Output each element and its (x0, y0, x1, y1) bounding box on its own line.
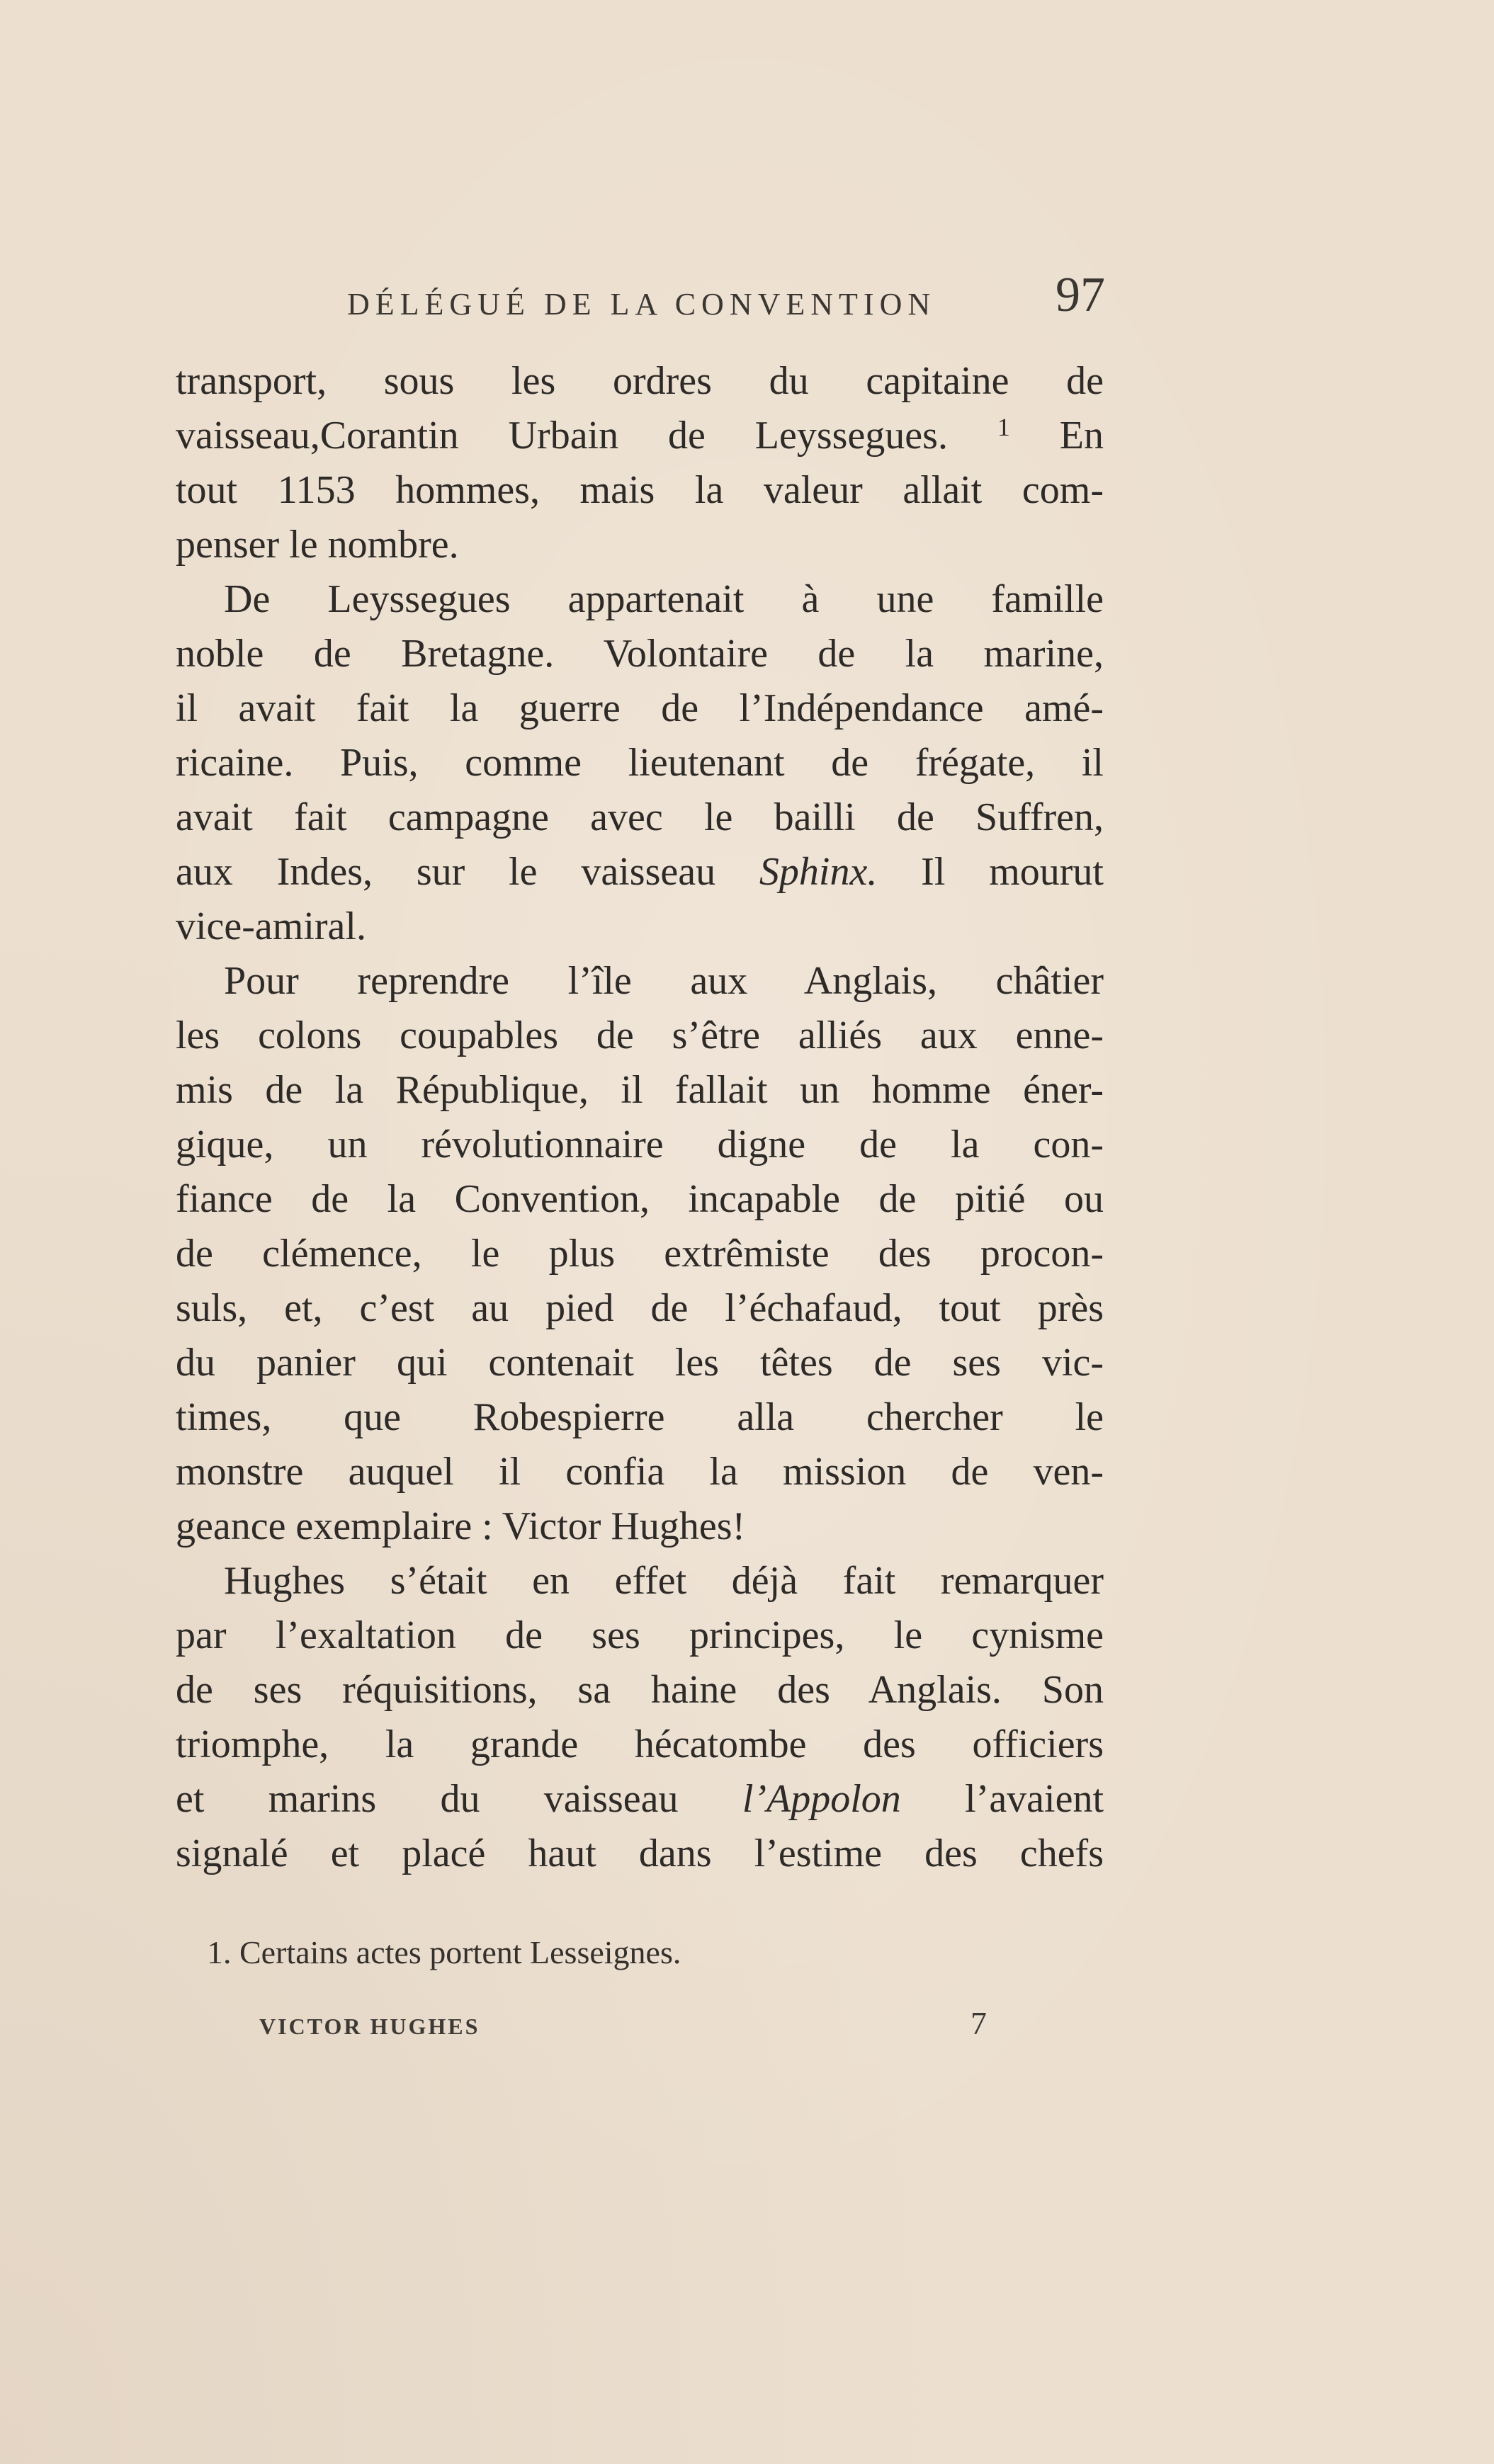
text-line: signalé et placé haut dans l’estime des chefs (176, 1832, 1104, 1875)
text-line: monstre auquel il confia la mission de ven- (176, 1450, 1104, 1494)
text-line: De Leyssegues appartenait à une famille (224, 577, 1104, 621)
text-line: Pour reprendre l’île aux Anglais, châtier (224, 959, 1104, 1003)
ship-name: Sphinx. (759, 850, 878, 894)
text-line: et marins du vaisseau l’Appolon l’avaient (176, 1777, 1104, 1821)
text-line: ricaine. Puis, comme lieutenant de frégate, il (176, 741, 1104, 785)
text-line: de clémence, le plus extrêmiste des procon- (176, 1232, 1104, 1276)
text-line: triomphe, la grande hécatombe des officiers (176, 1722, 1104, 1766)
text-line: tout 1153 hommes, mais la valeur allait com- (176, 468, 1104, 512)
running-head (340, 268, 1105, 327)
text-line: il avait fait la guerre de l’Indépendance amé- (176, 686, 1104, 730)
text-line: mis de la République, il fallait un homme éner- (176, 1068, 1104, 1112)
text-line: de ses réquisitions, sa haine des Anglais. Son (176, 1668, 1104, 1712)
text-line: vice-amiral. (176, 904, 366, 948)
ship-name: l’Appolon (742, 1777, 901, 1821)
running-title: DÉLÉGUÉ DE LA CONVENTION (347, 287, 936, 322)
text-line: transport, sous les ordres du capitaine de (176, 359, 1104, 403)
text-line: times, que Robespierre alla chercher le (176, 1395, 1104, 1439)
text-line: penser le nombre. (176, 523, 459, 567)
text-line: avait fait campagne avec le bailli de Suffren, (176, 795, 1104, 839)
footnote: 1. Certains actes portent Lesseignes. (207, 1934, 681, 1970)
text-line: suls, et, c’est au pied de l’échafaud, tout près (176, 1286, 1104, 1330)
text-line: Hughes s’était en effet déjà fait remarquer (224, 1559, 1104, 1603)
text-line: du panier qui contenait les têtes de ses vic- (176, 1341, 1104, 1385)
page-number: 97 (1056, 268, 1105, 322)
text-line: geance exemplaire : Victor Hughes! (176, 1504, 746, 1548)
signature-mark-number: 7 (970, 2005, 987, 2041)
text-line: vaisseau,Corantin Urbain de Leyssegues. $^1$ En (176, 413, 1104, 458)
text-line: gique, un révolutionnaire digne de la con- (176, 1123, 1104, 1166)
signature-mark-label: VICTOR HUGHES (259, 2014, 480, 2039)
text-line: aux Indes, sur le vaisseau Sphinx. Il mourut (176, 850, 1104, 894)
main-text (176, 354, 1104, 1881)
text-line: noble de Bretagne. Volontaire de la marine, (176, 632, 1104, 676)
text-line: par l’exaltation de ses principes, le cynisme (176, 1613, 1104, 1657)
footnote-reference: 1 (997, 413, 1010, 441)
text-line: fiance de la Convention, incapable de pitié ou (176, 1177, 1104, 1221)
text-line: les colons coupables de s’être alliés aux enne- (176, 1014, 1104, 1057)
